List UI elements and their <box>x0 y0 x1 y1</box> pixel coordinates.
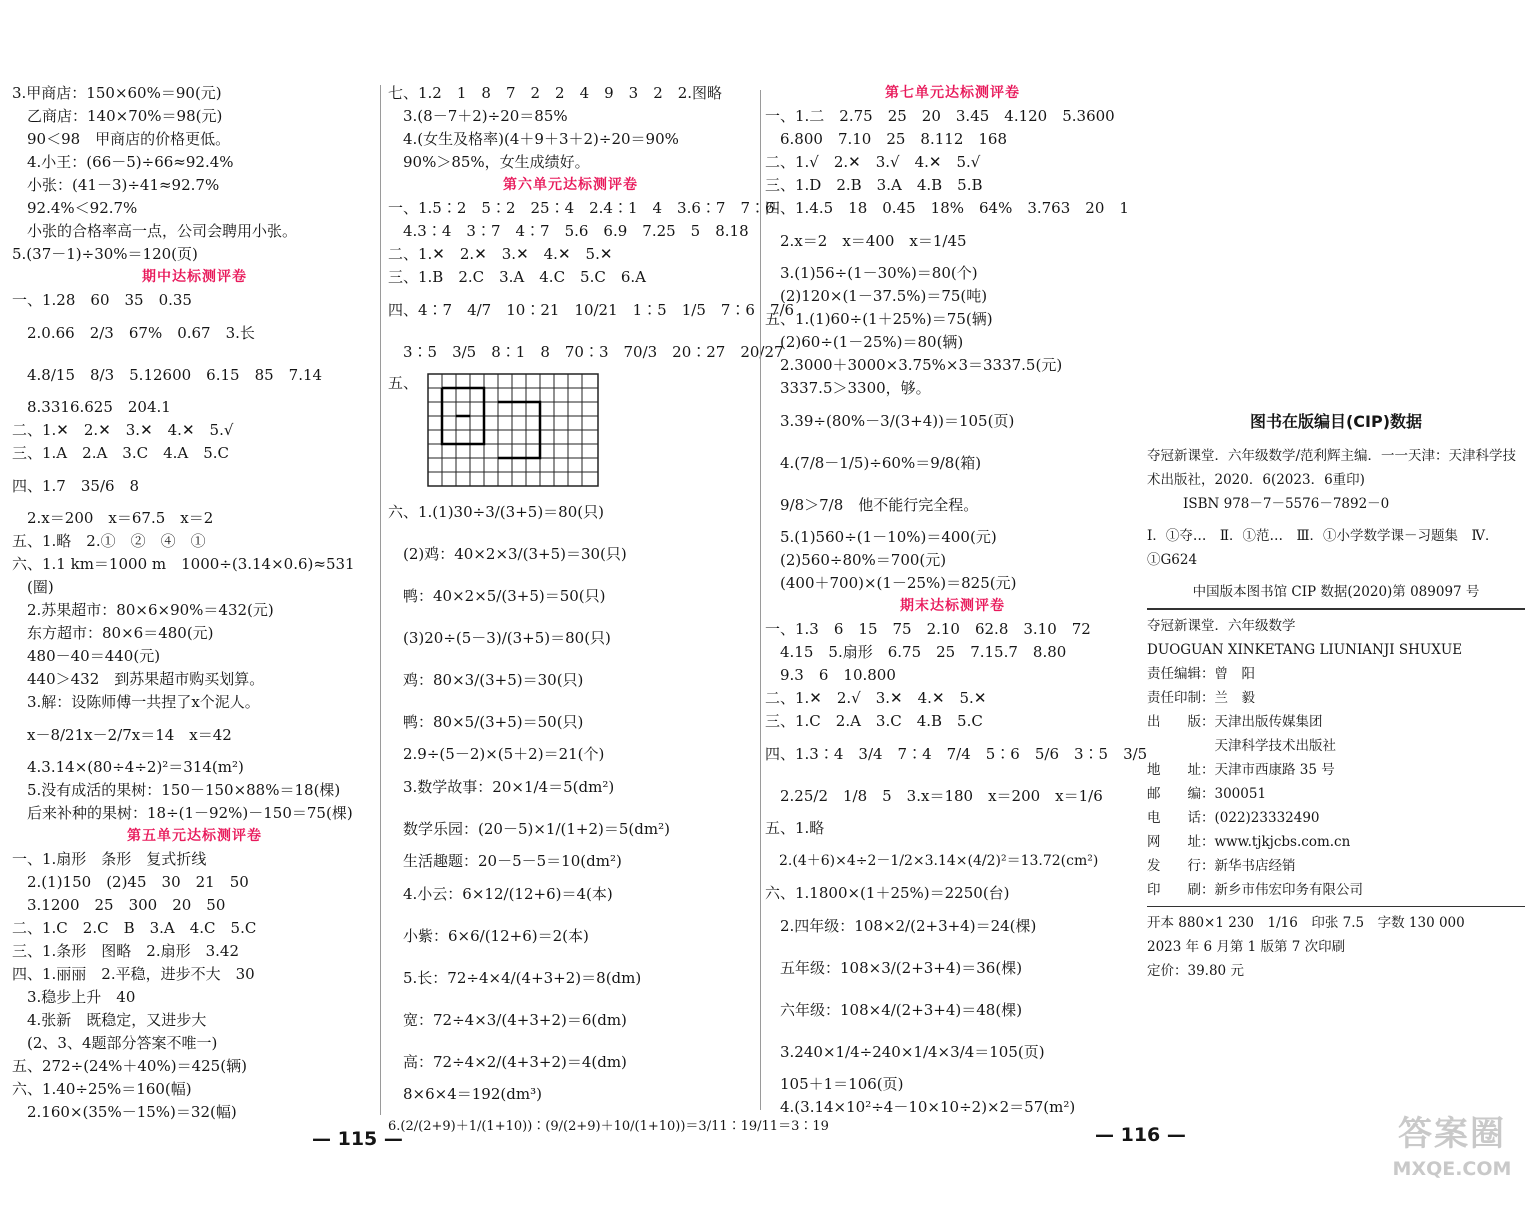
answer-line: 4.3∶4 3∶7 4∶7 5.6 6.9 7.25 5 8.18 <box>388 222 749 240</box>
answer-line: 二、1.✕ 2.✕ 3.✕ 4.✕ 5.√ <box>12 421 234 439</box>
answer-line: 小紫：6×6/(12+6)＝2(本) <box>388 927 589 945</box>
answer-line: 2.x＝200 x＝67.5 x＝2 <box>12 509 214 527</box>
phone: 电 话：(022)23332490 <box>1147 810 1320 826</box>
answer-line: 5.没有成活的果树：150－150×88%＝18(棵) <box>12 781 341 799</box>
answer-line: 2.(4＋6)×4÷2－1/2×3.14×(4/2)²＝13.72(cm²) <box>765 853 1099 869</box>
watermark-url: MXQE.COM <box>1392 1158 1512 1180</box>
answer-line: 2.160×(35%－15%)＝32(幅) <box>12 1103 237 1121</box>
printing-company: 印 刷：新乡市伟宏印务有限公司 <box>1147 882 1363 898</box>
answer-line: 五、1.(1)60÷(1＋25%)＝75(辆) <box>765 310 993 328</box>
answer-line: 4.(3.14×10²÷4－10×10÷2)×2＝57(m²) <box>765 1098 1076 1116</box>
answer-line: (2)60÷(1－25%)＝80(辆) <box>765 333 964 351</box>
answer-line: 鸭：80×5/(3+5)＝50(只) <box>388 713 584 731</box>
answer-line: (圈) <box>12 578 54 596</box>
divider <box>1147 608 1525 610</box>
answer-line: 二、1.C 2.C B 3.A 4.C 5.C <box>12 919 257 937</box>
answer-line: (2)560÷80%＝700(元) <box>765 551 947 569</box>
book-title: 夺冠新课堂．六年级数学 <box>1147 618 1296 634</box>
answer-line: 2.x＝2 x＝400 x＝1/45 <box>765 232 967 250</box>
answer-line: 后来补种的果树：18÷(1－92%)－150＝75(棵) <box>12 804 353 822</box>
answer-line: 一、1.二 2.75 25 20 3.45 4.120 5.3600 <box>765 107 1115 125</box>
answer-line: 小张的合格率高一点，公司会聘用小张。 <box>12 222 298 240</box>
answer-line: 4.8/15 8/3 5.12600 6.15 85 7.14 <box>12 366 323 384</box>
answer-line: 92.4%＜92.7% <box>12 199 138 217</box>
answer-line: 小张：(41－3)÷41≈92.7% <box>12 176 220 194</box>
answer-line: 8×6×4＝192(dm³) <box>388 1085 542 1103</box>
answer-line: 2.3000＋3000×3.75%×3＝3337.5(元) <box>765 356 1063 374</box>
answer-line: 4.3.14×(80÷4÷2)²＝314(m²) <box>12 758 244 776</box>
answer-line: 4.张新 既稳定，又进步大 <box>12 1011 207 1029</box>
cip-block <box>1147 410 1525 983</box>
column-1 <box>12 82 377 1124</box>
answer-line: 三、1.C 2.A 3.C 4.B 5.C <box>765 712 983 730</box>
answer-line: 3.稳步上升 40 <box>12 988 136 1006</box>
column-divider <box>760 90 761 1110</box>
divider <box>1147 906 1525 907</box>
answer-line: (2)鸡：40×2×3/(3+5)＝30(只) <box>388 545 627 563</box>
answer-line: 6.(2/(2+9)＋1/(1+10))∶(9/(2+9)＋10/(1+10))＝3/11∶19/11＝3∶19 <box>388 1119 829 1134</box>
answer-label: 五、 <box>388 374 419 392</box>
cip-classification: Ⅰ．①夺… Ⅱ．①范… Ⅲ．①小学数学课－习题集 Ⅳ．①G624 <box>1147 528 1499 568</box>
answer-line: 3.数学故事：20×1/4＝5(dm²) <box>388 778 615 796</box>
answer-line: 一、1.28 60 35 0.35 <box>12 291 192 309</box>
answer-line: 东方超市：80×6＝480(元) <box>12 624 214 642</box>
answer-line: 3337.5＞3300，够。 <box>765 379 931 397</box>
answer-line: 生活趣题：20－5－5＝10(dm²) <box>388 852 622 870</box>
distributor: 发 行：新华书店经销 <box>1147 858 1296 874</box>
answer-line: (2、3、4题部分答案不唯一) <box>12 1034 218 1052</box>
answer-line: 8.3316.625 204.1 <box>12 398 171 416</box>
page-number-left: — 115 — <box>312 1128 403 1150</box>
answer-line: 六、1.40÷25%＝160(幅) <box>12 1080 192 1098</box>
answer-line: 3.240×1/4÷240×1/4×3/4＝105(页) <box>765 1043 1045 1061</box>
page-number-right: — 116 — <box>1095 1124 1186 1146</box>
grid-answer-line <box>388 373 753 491</box>
answer-line: 三、1.条形 图略 2.扇形 3.42 <box>12 942 240 960</box>
publisher: 出 版：天津出版传媒集团 <box>1147 714 1323 730</box>
section-title-unit5: 第五单元达标测评卷 <box>127 828 262 844</box>
section-title-final: 期末达标测评卷 <box>900 598 1005 614</box>
section-title-midterm: 期中达标测评卷 <box>142 269 247 285</box>
answer-line: 二、1.✕ 2.✕ 3.✕ 4.✕ 5.✕ <box>388 245 613 263</box>
answer-line: 一、1.3 6 15 75 2.10 62.8 3.10 72 <box>765 620 1091 638</box>
answer-line: 3.1200 25 300 20 50 <box>12 896 226 914</box>
section-title-unit7: 第七单元达标测评卷 <box>885 85 1020 101</box>
responsible-editor: 责任编辑：曾 阳 <box>1147 666 1255 682</box>
answer-line: 一、1.扇形 条形 复式折线 <box>12 850 207 868</box>
answer-line: 90＜98 甲商店的价格更低。 <box>12 130 231 148</box>
answer-line: 二、1.√ 2.✕ 3.√ 4.✕ 5.√ <box>765 153 981 171</box>
responsible-printer: 责任印制：兰 毅 <box>1147 690 1255 706</box>
answer-line: 5.(37－1)÷30%＝120(页) <box>12 245 198 263</box>
address: 地 址：天津市西康路 35 号 <box>1147 762 1335 778</box>
price: 定价：39.80 元 <box>1147 963 1244 979</box>
answer-line: 宽：72÷4×3/(4+3+2)＝6(dm) <box>388 1011 627 1029</box>
cip-title: 图书在版编目(CIP)数据 <box>1249 412 1423 431</box>
answer-line: 2.(1)150 (2)45 30 21 50 <box>12 873 249 891</box>
answer-line: 四、1.丽丽 2.平稳，进步不大 30 <box>12 965 255 983</box>
answer-line: 六、1.1 km＝1000 m 1000÷(3.14×0.6)≈531 <box>12 555 355 573</box>
answer-line: 3.(8－7＋2)÷20＝85% <box>388 107 568 125</box>
book-title-pinyin: DUOGUAN XINKETANG LIUNIANJI SHUXUE <box>1147 642 1463 658</box>
answer-line: 三、1.D 2.B 3.A 4.B 5.B <box>765 176 983 194</box>
format-info: 开本 880×1 230 1/16 印张 7.5 字数 130 000 <box>1147 915 1465 931</box>
answer-line: 2.25/2 1/8 5 3.x＝180 x＝200 x＝1/6 <box>765 787 1103 805</box>
website: 网 址：www.tjkjcbs.com.cn <box>1147 834 1351 850</box>
answer-line: 五、272÷(24%＋40%)＝425(辆) <box>12 1057 247 1075</box>
answer-line: 五年级：108×3/(2+3+4)＝36(棵) <box>765 959 1023 977</box>
answer-line: 三、1.A 2.A 3.C 4.A 5.C <box>12 444 230 462</box>
answer-line: 480－40＝440(元) <box>12 647 161 665</box>
answer-line: 四、1.7 35/6 8 <box>12 477 140 495</box>
answer-line: 乙商店：140×70%＝98(元) <box>12 107 223 125</box>
answer-line: 五、1.略 <box>765 819 825 837</box>
postcode: 邮 编：300051 <box>1147 786 1267 802</box>
answer-line: 3.(1)56÷(1－30%)＝80(个) <box>765 264 978 282</box>
grid-figure <box>427 373 599 487</box>
answer-line: 2.苏果超市：80×6×90%＝432(元) <box>12 601 274 619</box>
answer-line: 鸭：40×2×5/(3+5)＝50(只) <box>388 587 606 605</box>
answer-line: 4.小王：(66－5)÷66≈92.4% <box>12 153 234 171</box>
answer-line: 9.3 6 10.800 <box>765 666 896 684</box>
answer-line: 2.0.66 2/3 67% 0.67 3.长 <box>12 324 255 342</box>
cip-isbn: ISBN 978－7－5576－7892－0 <box>1183 496 1390 512</box>
answer-line: 4.(女生及格率)(4＋9＋3＋2)÷20＝90% <box>388 130 679 148</box>
answer-line: 4.15 5.扇形 6.75 25 7.15.7 8.80 <box>765 643 1067 661</box>
watermark-text: 答案圈 <box>1398 1114 1506 1154</box>
answer-line: 三、1.B 2.C 3.A 4.C 5.C 6.A <box>388 268 646 286</box>
answer-line: 440＞432 到苏果超市购买划算。 <box>12 670 265 688</box>
section-title-unit6: 第六单元达标测评卷 <box>503 177 638 193</box>
answer-line: 3∶5 3/5 8∶1 8 70∶3 70/3 20∶27 20/27 <box>388 343 784 361</box>
answer-line: 5.(1)560÷(1－10%)＝400(元) <box>765 528 997 546</box>
answer-line: 四、4∶7 4/7 10∶21 10/21 1∶5 1/5 7∶6 7/6 <box>388 301 795 319</box>
publisher-sub: 天津科学技术出版社 <box>1147 738 1336 754</box>
answer-line: 二、1.✕ 2.√ 3.✕ 4.✕ 5.✕ <box>765 689 987 707</box>
answer-line: 六、1.(1)30÷3/(3+5)＝80(只) <box>388 503 604 521</box>
answer-line: 2.四年级：108×2/(2+3+4)＝24(棵) <box>765 917 1037 935</box>
answer-line: 5.长：72÷4×4/(4+3+2)＝8(dm) <box>388 969 642 987</box>
answer-line: 6.800 7.10 25 8.112 168 <box>765 130 1008 148</box>
answer-line: 90%＞85%，女生成绩好。 <box>388 153 590 171</box>
cip-number: 中国版本图书馆 CIP 数据(2020)第 089097 号 <box>1192 584 1480 600</box>
answer-line: 鸡：80×3/(3+5)＝30(只) <box>388 671 584 689</box>
watermark <box>1382 1112 1522 1194</box>
answer-line: 数学乐园：(20－5)×1/(1+2)＝5(dm²) <box>388 820 670 838</box>
answer-line: 3.39÷(80%－3/(3+4))＝105(页) <box>765 412 1015 430</box>
answer-line: 七、1.2 1 8 7 2 2 4 9 3 2 2.图略 <box>388 84 723 102</box>
answer-line: 9/8＞7/8 他不能行完全程。 <box>765 496 979 514</box>
answer-line: 五、1.略 2.① ② ④ ① <box>12 532 206 550</box>
column-divider <box>380 85 381 1115</box>
answer-line: (400＋700)×(1－25%)＝825(元) <box>765 574 1017 592</box>
answer-line: 四、1.3∶4 3/4 7∶4 7/4 5∶6 5/6 3∶5 3/5 <box>765 745 1148 763</box>
answer-line: 105＋1＝106(页) <box>765 1075 904 1093</box>
answer-line: 2.9÷(5－2)×(5＋2)＝21(个) <box>388 745 605 763</box>
answer-line: 四、1.4.5 18 0.45 18% 64% 3.763 20 1 <box>765 199 1129 217</box>
answer-line: 六年级：108×4/(2+3+4)＝48(棵) <box>765 1001 1023 1019</box>
edition-info: 2023 年 6 月第 1 版第 7 次印刷 <box>1147 939 1346 955</box>
answer-line: (3)20÷(5－3)/(3+5)＝80(只) <box>388 629 611 647</box>
answer-line: 4.小云：6×12/(12+6)＝4(本) <box>388 885 613 903</box>
answer-line: x－8/21x－2/7x＝14 x＝42 <box>12 726 232 744</box>
answer-line: (2)120×(1－37.5%)＝75(吨) <box>765 287 988 305</box>
answer-line: 3.甲商店：150×60%＝90(元) <box>12 84 222 102</box>
answer-line: 3.解：设陈师傅一共捏了x个泥人。 <box>12 693 260 711</box>
answer-line: 4.(7/8－1/5)÷60%＝9/8(箱) <box>765 454 982 472</box>
answer-line: 六、1.1800×(1＋25%)＝2250(台) <box>765 884 1010 902</box>
answer-line: 一、1.5∶2 5∶2 25∶4 2.4∶1 4 3.6∶7 7∶6 <box>388 199 775 217</box>
cip-entry: 夺冠新课堂．六年级数学/范利辉主编．一一天津：天津科学技术出版社，2020．6(2023．6重印) <box>1147 448 1517 488</box>
column-3 <box>765 82 1148 1119</box>
answer-line: 高：72÷4×2/(4+3+2)＝4(dm) <box>388 1053 627 1071</box>
